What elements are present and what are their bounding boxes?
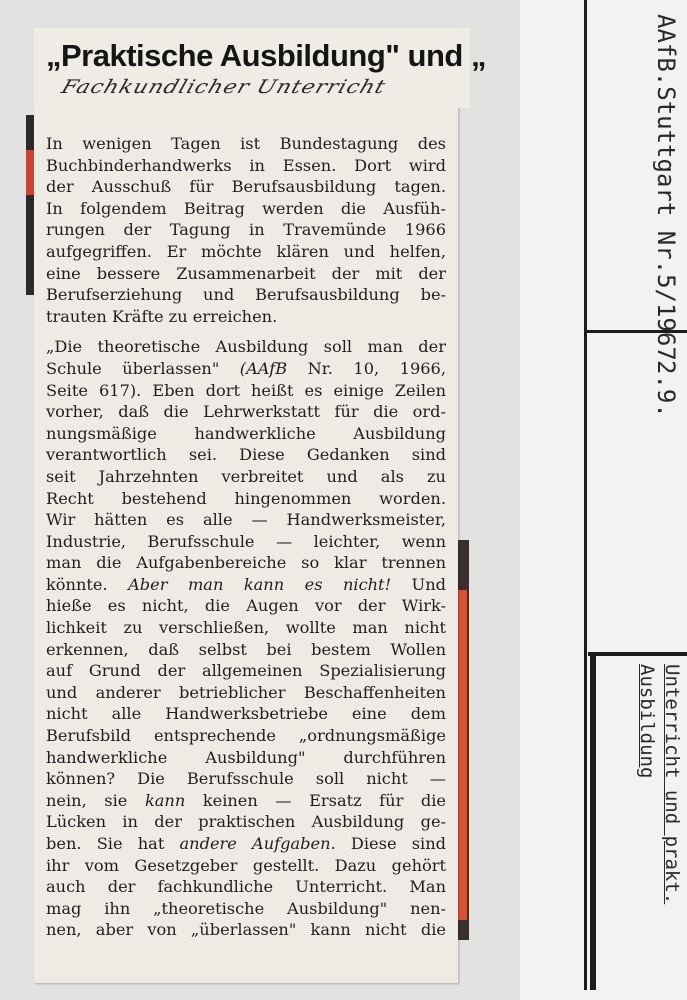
- text-line: seit Jahrzehnten verbreitet und als zu: [46, 466, 446, 486]
- text-line: können? Die Berufsschule soll nicht —: [46, 769, 446, 789]
- text-segment: könnte.: [46, 574, 108, 594]
- text-line: trauten Kräfte zu erreichen.: [46, 306, 278, 326]
- text-segment: Schule überlassen": [46, 358, 220, 378]
- article-paragraph-1: [46, 133, 446, 327]
- text-line: „Die theoretische Ausbildung soll man der: [46, 337, 446, 357]
- text-line: verantwortlich sei. Diese Gedanken sind: [46, 445, 446, 465]
- text-segment-italic: andere Aufgaben.: [179, 834, 336, 853]
- text-segment: Diese sind: [350, 834, 446, 853]
- card-divider-vertical: [584, 0, 587, 990]
- card-topic-line1: Unterricht und prakt.: [661, 664, 683, 905]
- text-line: erkennen, daß selbst bei bestem Wollen: [46, 639, 446, 659]
- text-segment: ben. Sie hat: [46, 834, 165, 853]
- text-segment: Und: [411, 574, 446, 594]
- article-body: [46, 133, 446, 941]
- text-line: mag ihn „theoretische Ausbildung" nen-: [46, 898, 446, 918]
- text-line: In folgendem Beitrag werden die Ausfüh-: [46, 198, 446, 218]
- text-line: lichkeit zu verschließen, wollte man nicht: [46, 618, 446, 638]
- text-line: Lücken in der praktischen Ausbildung ge-: [46, 812, 446, 832]
- card-date: 2.9.: [652, 360, 680, 418]
- text-line: und anderer betrieblicher Beschaffenheiten: [46, 682, 446, 702]
- background-strip-right-red: [458, 590, 467, 920]
- text-segment: Nr. 10, 1966,: [307, 358, 446, 378]
- text-segment: nein, sie: [46, 790, 128, 810]
- text-line: [46, 574, 446, 596]
- text-line: [46, 833, 446, 855]
- text-line: Recht bestehend hingenommen worden.: [46, 488, 446, 508]
- text-line: Wir hätten es alle — Handwerksmeister,: [46, 510, 446, 530]
- text-line: hieße es nicht, die Augen vor der Wirk-: [46, 596, 446, 616]
- text-line: ihr vom Gesetzgeber gestellt. Dazu gehört: [46, 855, 446, 875]
- text-line: Seite 617). Eben dort heißt es einige Zeilen: [46, 380, 446, 400]
- text-line: der Ausschuß für Berufsausbildung tagen.: [46, 177, 446, 197]
- text-line: In wenigen Tagen ist Bundestagung des: [46, 134, 446, 153]
- text-line: Berufsbild entsprechende „ordnungsmäßige: [46, 726, 446, 746]
- text-segment: keinen — Ersatz für die: [202, 790, 447, 810]
- text-line: eine bessere Zusammenarbeit der mit der: [46, 263, 446, 283]
- text-line: nicht alle Handwerksbetriebe eine dem: [46, 704, 446, 724]
- text-line: aufgegriffen. Er möchte klären und helfen,: [46, 241, 446, 261]
- text-line: nen, aber von „überlassen" kann nicht die: [46, 920, 446, 940]
- text-segment-italic: (AAfB: [239, 358, 288, 378]
- card-divider-vertical-2: [590, 655, 596, 990]
- text-line: Berufserziehung und Berufsausbildung be-: [46, 285, 446, 305]
- card-source: AAfB.Stuttgart Nr.5/1967: [652, 14, 680, 361]
- text-segment-italic: Aber man kann es nicht!: [128, 574, 392, 594]
- card-divider-horizontal-2: [588, 652, 687, 656]
- text-line: auf Grund der allgemeinen Spezialisierung: [46, 661, 446, 681]
- text-line: handwerkliche Ausbildung" durchführen: [46, 747, 446, 767]
- card-topic-line2: Ausbildung: [636, 664, 658, 779]
- article-paragraph-2: [46, 336, 446, 941]
- text-line: auch der fachkundliche Unterricht. Man: [46, 877, 446, 897]
- text-segment-italic: kann: [144, 790, 186, 810]
- clipping-headline: „Praktische Ausbildung" und „: [46, 38, 486, 73]
- background-strip-left-red: [26, 150, 34, 195]
- text-line: [46, 790, 446, 812]
- handwritten-note: Fachkundlicher Unterricht: [58, 76, 389, 99]
- text-line: [46, 358, 446, 380]
- text-line: Buchbinderhandwerks in Essen. Dort wird: [46, 155, 446, 175]
- text-line: rungen der Tagung in Travemünde 1966: [46, 220, 446, 240]
- text-line: nungsmäßige handwerkliche Ausbildung: [46, 423, 446, 443]
- text-line: man die Aufgabenbereiche so klar trennen: [46, 553, 446, 573]
- text-line: Industrie, Berufsschule — leichter, wenn: [46, 531, 446, 551]
- text-line: vorher, daß die Lehrwerkstatt für die ord-: [46, 402, 446, 422]
